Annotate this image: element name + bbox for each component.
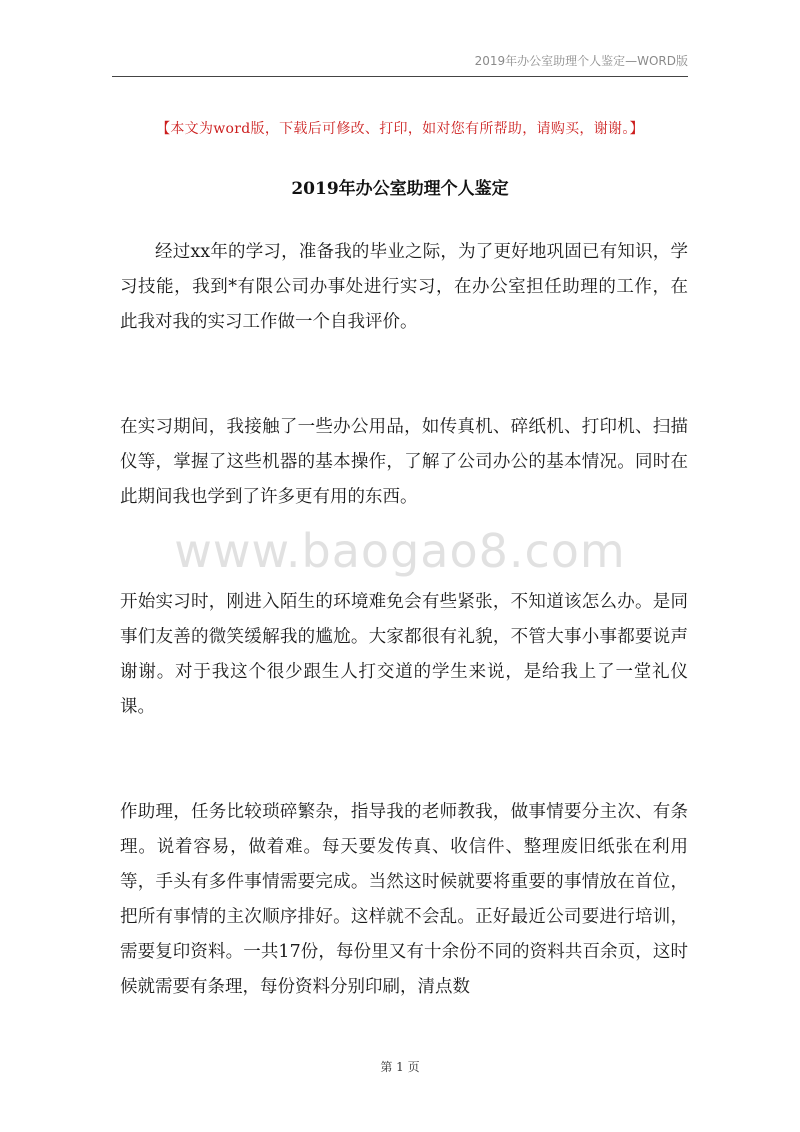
purchase-notice: 【本文为word版，下载后可修改、打印，如对您有所帮助，请购买，谢谢。】 [156, 121, 644, 137]
paragraph-intro: 经过xx年的学习，准备我的毕业之际，为了更好地巩固已有知识，学习技能，我到*有限公司办事处进行实习，在办公室担任助理的工作，在此我对我的实习工作做一个自我评价。 [120, 242, 688, 332]
document-title: 2019年办公室助理个人鉴定 [291, 179, 509, 199]
header-divider [112, 76, 688, 77]
paragraph-equipment: 在实习期间，我接触了一些办公用品，如传真机、碎纸机、打印机、扫描仪等，掌握了这些机器的基本操作，了解了公司办公的基本情况。同时在此期间我也学到了许多更有用的东西。 [120, 417, 688, 507]
paragraph-assistant-work: 作助理，任务比较琐碎繁杂，指导我的老师教我，做事情要分主次、有条理。说着容易，做着难。每天要发传真、收信件、整理废旧纸张在利用等，手头有多件事情需要完成。当然这时候就要将重要的事情放在首位，把所有事情的主次顺序排好。这样就不会乱。正好最近公司要进行培训，需要复印资料。一共17份，每份里又有十余份不同的资料共百余页，这时候就需要有条理，每份资料分别印刷，清点数 [120, 802, 688, 997]
document-body [120, 235, 688, 1005]
watermark: www.baogao8.com [174, 524, 626, 578]
page-header: 2019年办公室助理个人鉴定—WORD版 [474, 54, 688, 68]
paragraph-start: 开始实习时，刚进入陌生的环境难免会有些紧张，不知道该怎么办。是同事们友善的微笑缓解我的尴尬。大家都很有礼貌，不管大事小事都要说声谢谢。对于我这个很少跟生人打交道的学生来说，是给我上了一堂礼仪课。 [120, 592, 688, 717]
page-number: 第 1 页 [380, 1060, 420, 1074]
